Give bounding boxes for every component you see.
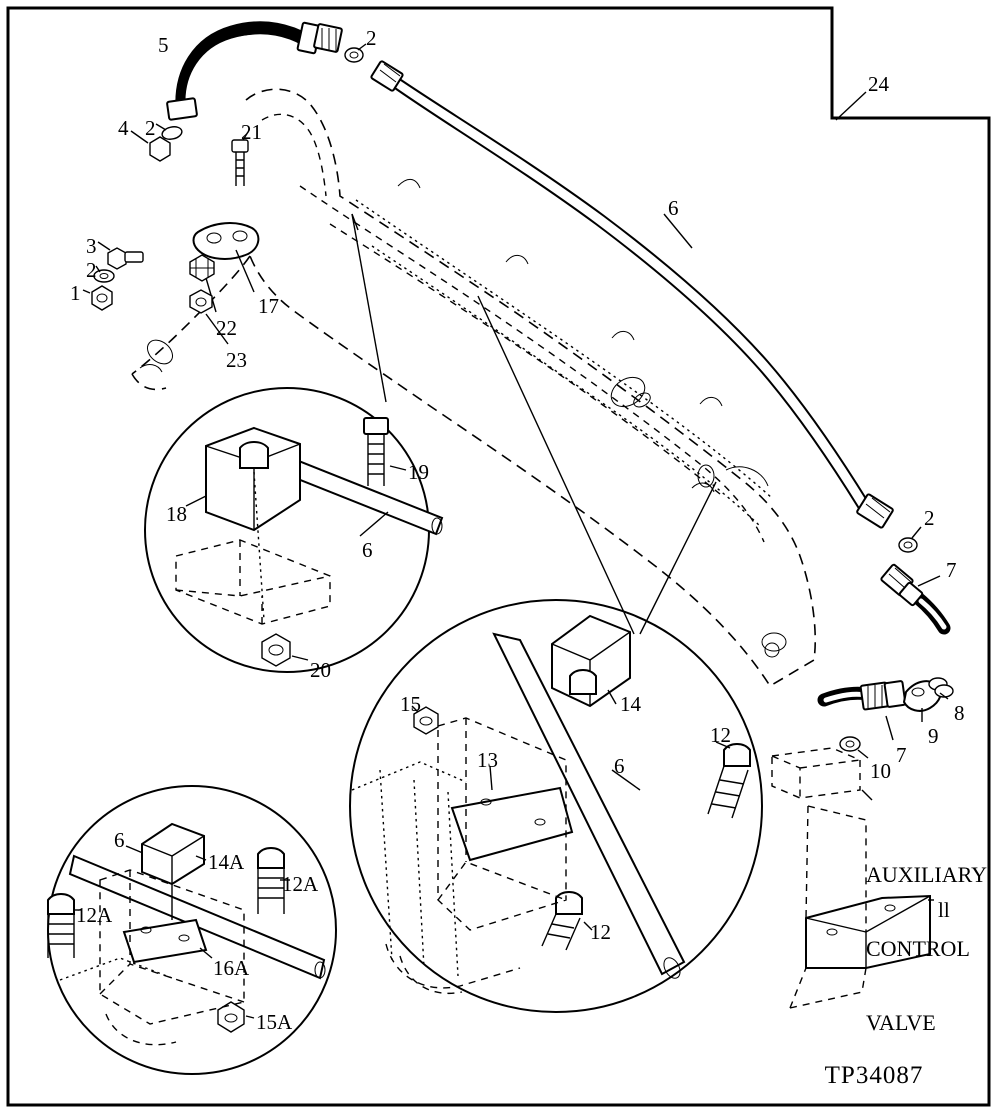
callout-2-d: 2 [924,506,935,530]
auxiliary-control-valve-caption [866,814,987,1085]
callout-10: 10 [870,759,891,783]
callout-14: 14 [620,692,641,716]
callout-6-detailA: 6 [362,538,373,562]
caption-line-1: AUXILIARY [866,862,987,888]
callout-12-b: 12 [590,920,611,944]
callout-22: 22 [216,316,237,340]
callout-7-b: 7 [896,743,907,767]
callout-8: 8 [954,701,965,725]
caption-line-2: CONTROL [866,936,970,962]
callout-12-a: 12 [710,723,731,747]
callout-12A-b: 12A [76,903,113,927]
callout-6-detailC: 6 [114,828,125,852]
callout-2-a: 2 [366,26,377,50]
callout-14A: 14A [208,850,245,874]
callout-2-b: 2 [145,116,156,140]
callout-20: 20 [310,658,331,682]
callout-11: ll [938,898,950,922]
callout-3: 3 [86,234,97,258]
callout-13: 13 [477,748,498,772]
callout-2-c: 2 [86,258,97,282]
callout-17: 17 [258,294,279,318]
figure-code: TP34087 [824,1062,924,1089]
callout-12A-a: 12A [282,872,319,896]
callout-6-detailB: 6 [614,754,625,778]
callout-23: 23 [226,348,247,372]
callout-1: 1 [70,281,81,305]
callout-5: 5 [158,33,169,57]
callout-15: 15 [400,692,421,716]
callout-18: 18 [166,502,187,526]
caption-line-3: VALVE [866,1010,936,1035]
callout-4: 4 [118,116,129,140]
callout-16A: 16A [213,956,250,980]
callout-15A: 15A [256,1010,293,1034]
callout-7-a: 7 [946,558,957,582]
callout-19: 19 [408,460,429,484]
callout-21: 21 [241,120,262,144]
callout-9: 9 [928,724,939,748]
callout-6-top: 6 [668,196,679,220]
callout-24: 24 [868,72,889,96]
